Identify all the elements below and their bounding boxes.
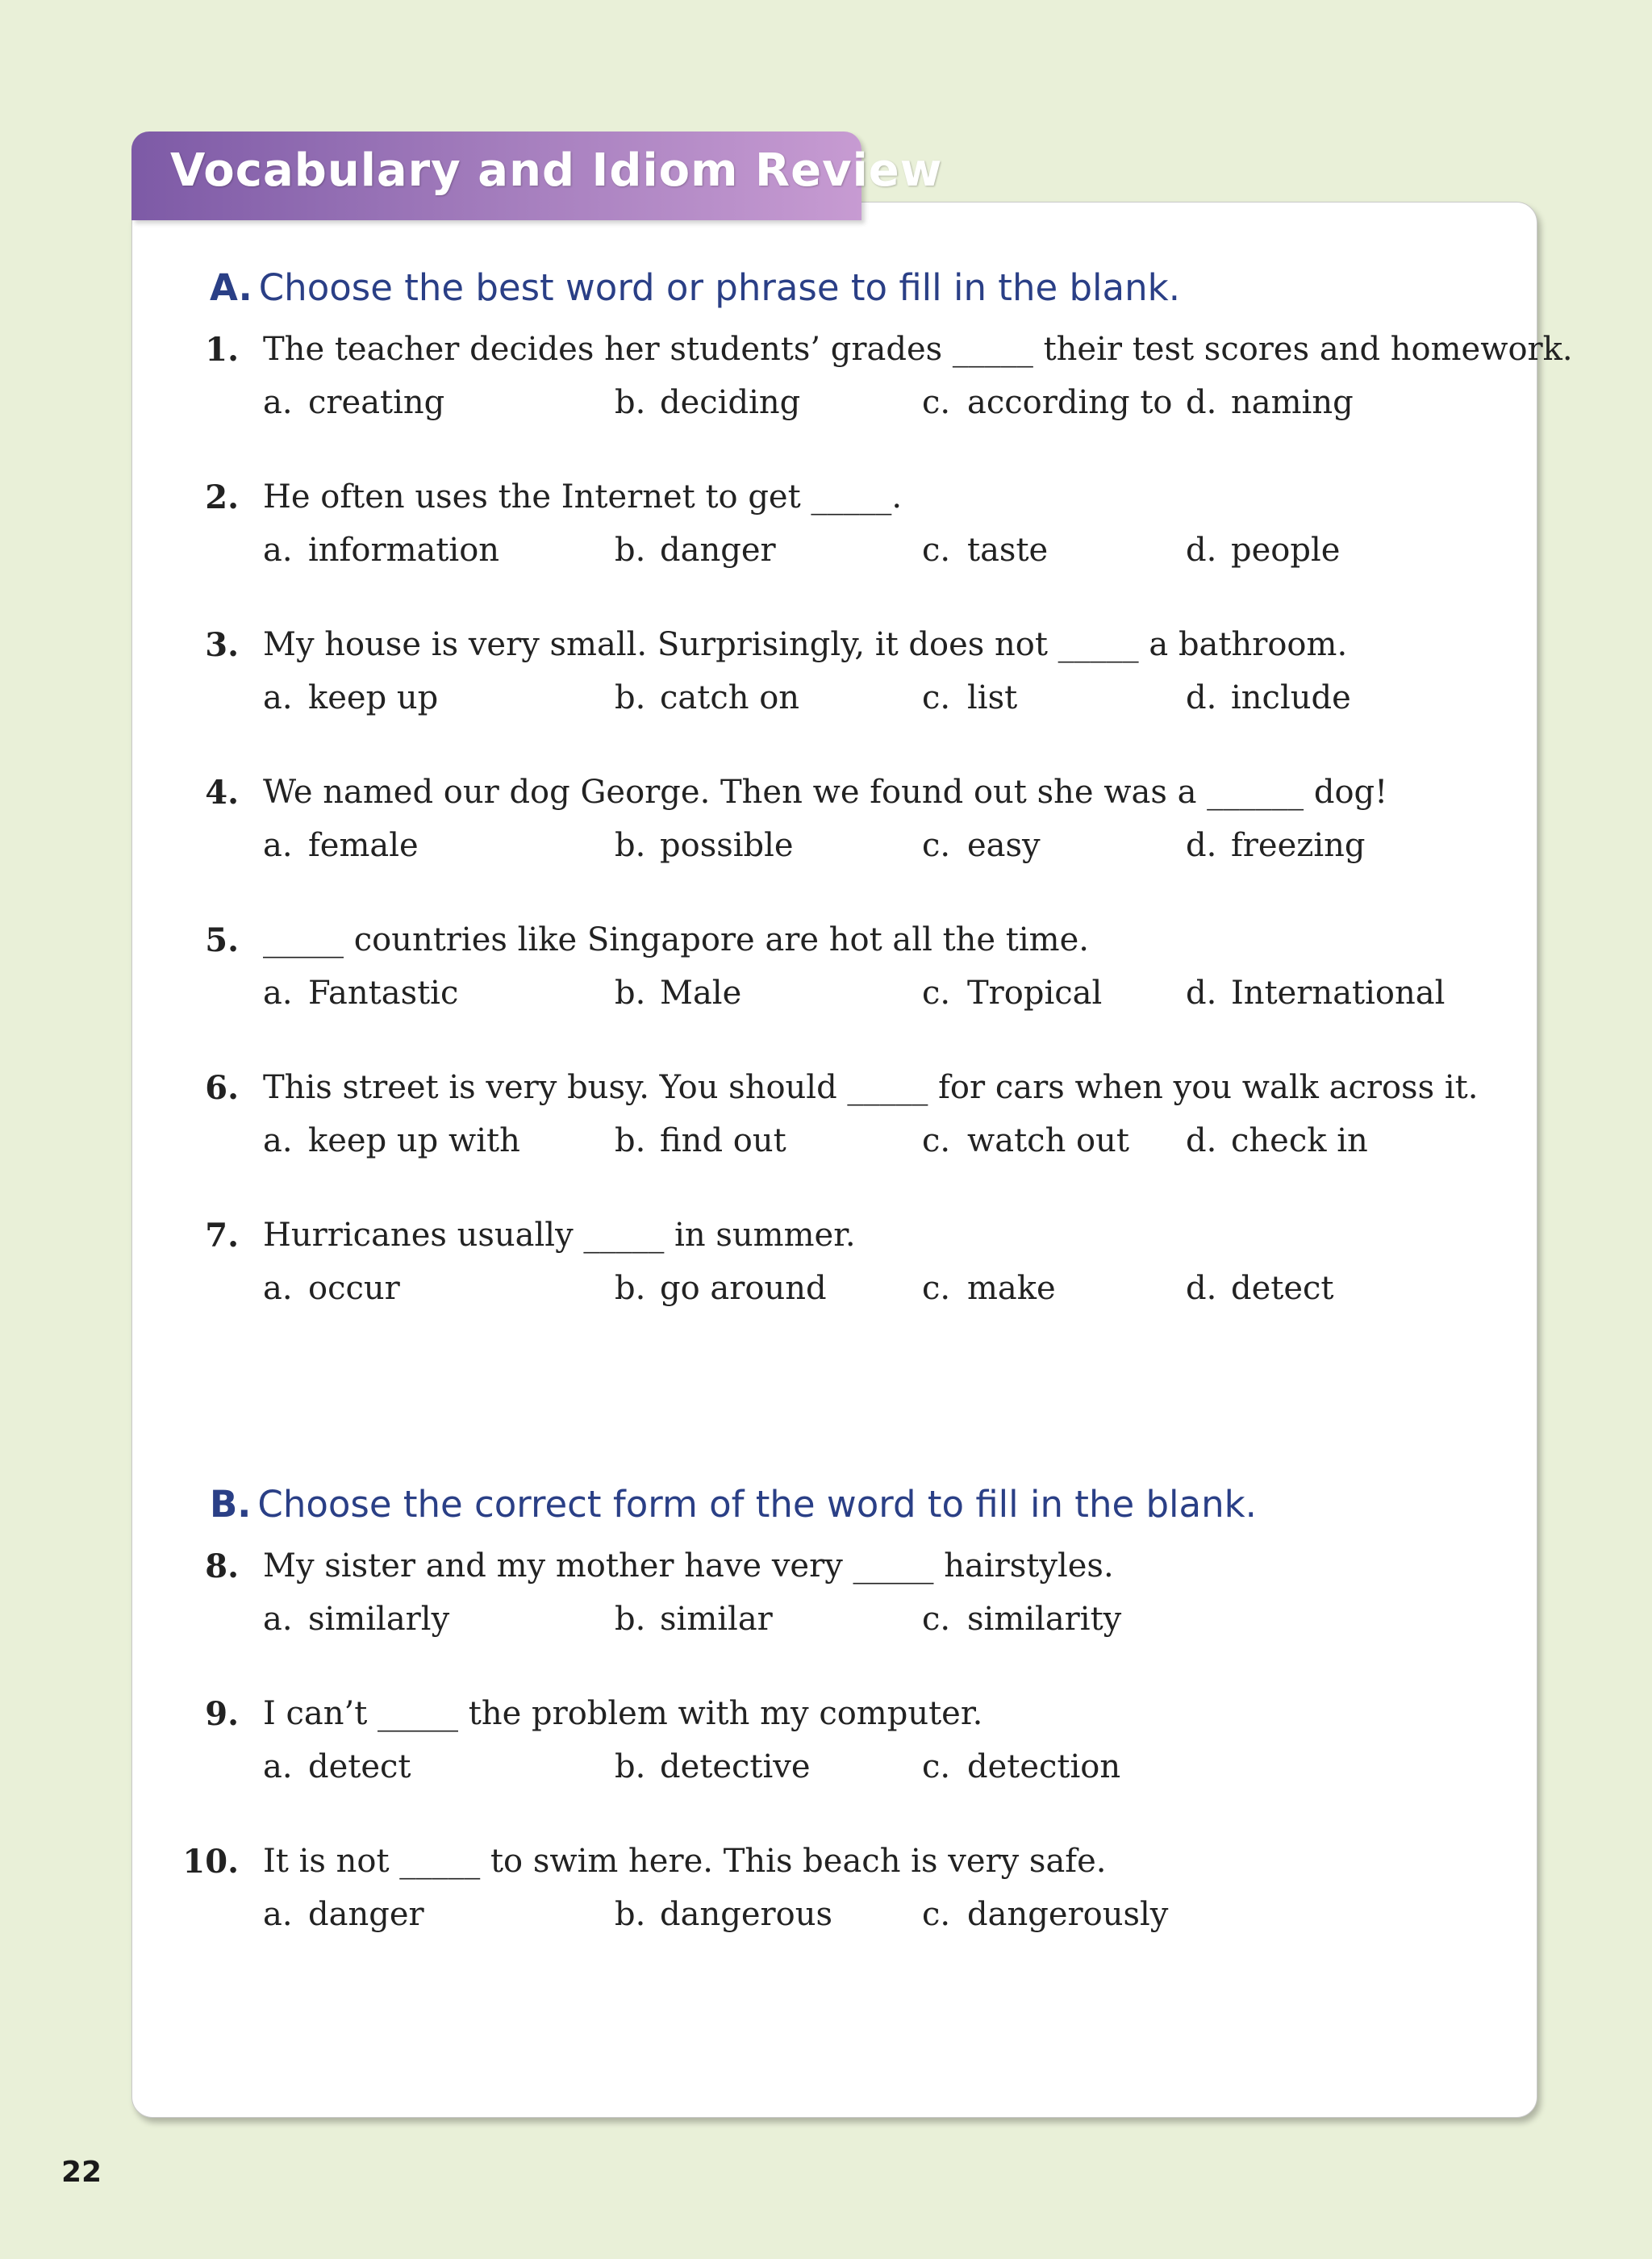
option-label: information [308,532,500,569]
option-letter: b. [615,1270,646,1307]
question-4 [0,774,1652,879]
question-text: This street is very busy. You should _____ for cars when you walk across it. [263,1069,1479,1106]
option-a[interactable] [263,827,419,864]
option-label: keep up [308,679,439,716]
question-text: _____ countries like Singapore are hot all the time. [263,921,1089,958]
option-d[interactable] [1186,827,1366,864]
option-d[interactable] [1186,975,1445,1012]
option-letter: c. [922,1748,951,1785]
option-c[interactable] [922,975,1102,1012]
option-a[interactable] [263,1601,449,1638]
option-letter: a. [263,827,293,864]
question-number: 1. [205,331,239,369]
option-b[interactable] [615,679,799,716]
question-number: 8. [205,1547,239,1585]
question-text: It is not _____ to swim here. This beach is very safe. [263,1843,1107,1880]
option-c[interactable] [922,827,1041,864]
option-label: detective [660,1748,811,1785]
option-letter: a. [263,1748,293,1785]
option-c[interactable] [922,1896,1168,1933]
question-text: My house is very small. Surprisingly, it does not _____ a bathroom. [263,626,1348,663]
option-letter: a. [263,1270,293,1307]
option-letter: b. [615,1122,646,1159]
option-label: list [967,679,1018,716]
question-number: 2. [205,478,239,516]
option-letter: b. [615,1748,646,1785]
option-label: catch on [660,679,800,716]
option-label: similarity [967,1601,1122,1638]
question-number: 3. [205,626,239,664]
option-a[interactable] [263,1748,411,1785]
option-label: similarly [308,1601,450,1638]
option-b[interactable] [615,975,741,1012]
section-b-letter: B. [210,1483,252,1526]
option-d[interactable] [1186,1270,1334,1307]
option-label: detect [1231,1270,1334,1307]
question-number: 7. [205,1217,239,1255]
option-b[interactable] [615,532,776,569]
option-letter: b. [615,827,646,864]
option-letter: a. [263,975,293,1012]
question-8 [0,1547,1652,1652]
option-letter: c. [922,1896,951,1933]
option-letter: c. [922,975,951,1012]
option-letter: b. [615,532,646,569]
option-b[interactable] [615,1896,832,1933]
page-number: 22 [61,2156,102,2189]
option-letter: a. [263,1601,293,1638]
option-b[interactable] [615,827,794,864]
option-letter: c. [922,1270,951,1307]
option-c[interactable] [922,384,1173,421]
option-letter: d. [1186,1122,1217,1159]
option-letter: a. [263,384,293,421]
option-label: female [308,827,419,864]
title-tab [131,132,943,220]
option-a[interactable] [263,1270,400,1307]
option-b[interactable] [615,384,800,421]
question-number: 5. [205,921,239,959]
option-letter: d. [1186,679,1217,716]
option-label: dangerous [660,1896,832,1933]
option-b[interactable] [615,1270,827,1307]
section-b-instruction: Choose the correct form of the word to fill in the blank. [257,1483,1257,1526]
option-c[interactable] [922,1122,1129,1159]
option-letter: c. [922,679,951,716]
question-5 [0,921,1652,1026]
option-a[interactable] [263,384,444,421]
option-letter: b. [615,384,646,421]
option-label: easy [967,827,1041,864]
option-label: detect [308,1748,411,1785]
option-label: similar [660,1601,773,1638]
option-letter: a. [263,532,293,569]
option-letter: d. [1186,384,1217,421]
option-b[interactable] [615,1748,811,1785]
option-label: include [1231,679,1351,716]
question-6 [0,1069,1652,1174]
option-d[interactable] [1186,532,1340,569]
option-label: freezing [1231,827,1366,864]
question-text: He often uses the Internet to get _____. [263,478,903,516]
question-text: My sister and my mother have very _____ hairstyles. [263,1547,1114,1585]
option-label: according to [967,384,1173,421]
question-text: We named our dog George. Then we found out she was a ______ dog! [263,774,1388,811]
option-label: creating [308,384,445,421]
option-label: people [1231,532,1341,569]
option-a[interactable] [263,532,499,569]
option-letter: c. [922,1122,951,1159]
option-letter: a. [263,1896,293,1933]
question-number: 6. [205,1069,239,1107]
option-b[interactable] [615,1122,786,1159]
question-10 [0,1843,1652,1948]
option-a[interactable] [263,975,458,1012]
option-label: check in [1231,1122,1368,1159]
section-a-letter: A. [210,266,252,309]
option-letter: d. [1186,532,1217,569]
option-d[interactable] [1186,679,1351,716]
page-title: Vocabulary and Idiom Review [170,144,943,197]
question-number: 10. [182,1843,239,1881]
option-a[interactable] [263,679,438,716]
option-c[interactable] [922,1601,1121,1638]
option-label: watch out [967,1122,1129,1159]
question-number: 9. [205,1695,239,1733]
question-7 [0,1217,1652,1322]
option-label: occur [308,1270,400,1307]
option-d[interactable] [1186,1122,1368,1159]
option-a[interactable] [263,1896,424,1933]
option-letter: c. [922,532,951,569]
option-label: Fantastic [308,975,459,1012]
question-text: The teacher decides her students’ grades _____ their test scores and homework. [263,331,1573,368]
question-3 [0,626,1652,731]
option-label: danger [660,532,776,569]
option-c[interactable] [922,1748,1120,1785]
question-1 [0,331,1652,436]
option-letter: b. [615,679,646,716]
option-letter: c. [922,384,951,421]
section-b-heading [210,1483,1257,1526]
question-2 [0,478,1652,583]
option-label: detection [967,1748,1121,1785]
section-a-heading [210,266,1180,309]
option-c[interactable] [922,679,1017,716]
question-text: Hurricanes usually _____ in summer. [263,1217,856,1254]
option-label: possible [660,827,794,864]
option-c[interactable] [922,532,1048,569]
option-a[interactable] [263,1122,520,1159]
option-letter: c. [922,827,951,864]
option-letter: c. [922,1601,951,1638]
option-label: danger [308,1896,424,1933]
option-label: go around [660,1270,827,1307]
option-label: deciding [660,384,801,421]
option-letter: a. [263,679,293,716]
option-letter: d. [1186,975,1217,1012]
section-a-instruction: Choose the best word or phrase to fill in the blank. [258,266,1180,309]
option-letter: b. [615,1601,646,1638]
question-9 [0,1695,1652,1800]
option-label: Tropical [967,975,1103,1012]
option-label: keep up with [308,1122,520,1159]
option-c[interactable] [922,1270,1056,1307]
question-number: 4. [205,774,239,812]
option-letter: d. [1186,827,1217,864]
option-letter: d. [1186,1270,1217,1307]
option-label: International [1231,975,1446,1012]
option-b[interactable] [615,1601,773,1638]
option-label: make [967,1270,1056,1307]
option-label: taste [967,532,1049,569]
option-label: Male [660,975,742,1012]
option-d[interactable] [1186,384,1354,421]
option-label: find out [660,1122,786,1159]
option-label: dangerously [967,1896,1169,1933]
option-letter: b. [615,975,646,1012]
option-letter: b. [615,1896,646,1933]
question-text: I can’t _____ the problem with my computer. [263,1695,983,1732]
option-label: naming [1231,384,1354,421]
option-letter: a. [263,1122,293,1159]
